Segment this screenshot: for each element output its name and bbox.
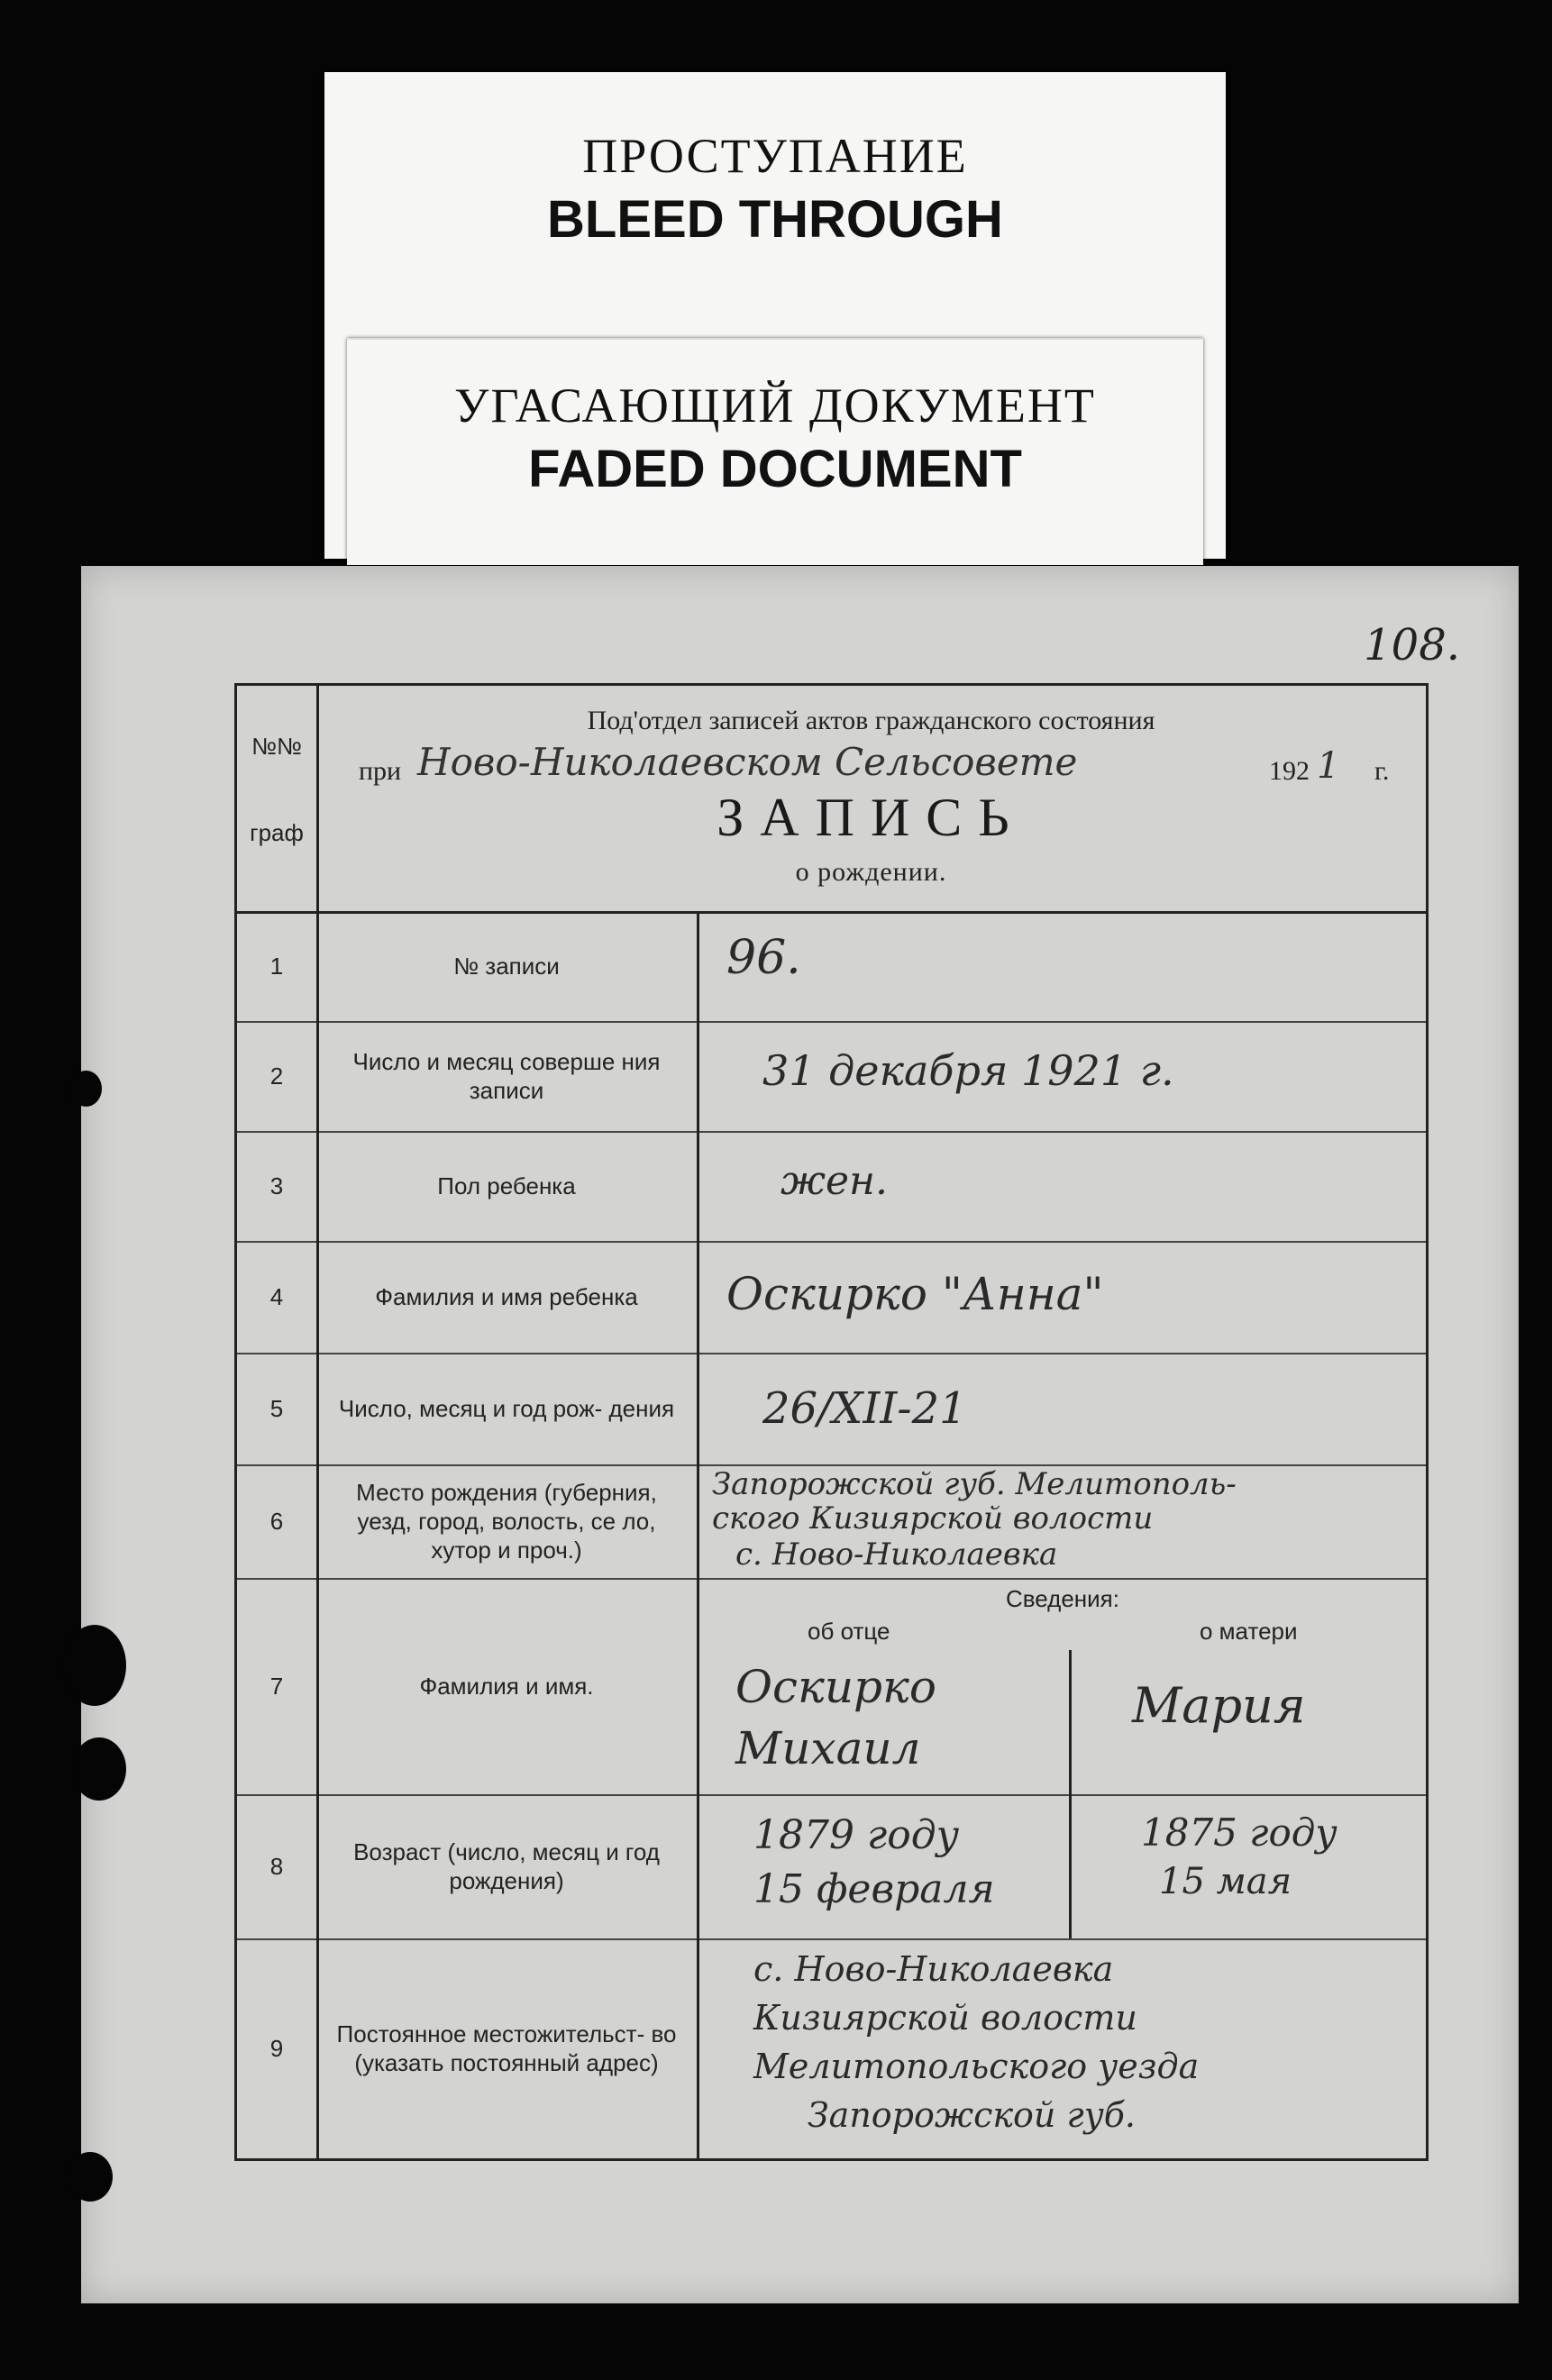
registry-office-line: Под'отдел записей актов гражданского состояния	[587, 706, 1155, 735]
row-number: 4	[237, 1241, 319, 1353]
row-value	[699, 1021, 1426, 1131]
faded-document-en: FADED DOCUMENT	[528, 440, 1022, 498]
father-surname-handwritten: Оскирко	[735, 1661, 937, 1713]
table-row	[237, 1464, 1426, 1580]
father-birth-year-handwritten: 1879 году	[753, 1812, 960, 1858]
table-row	[237, 1021, 1426, 1133]
row-label: Фамилия и имя ребенка	[316, 1241, 699, 1353]
mother-birth-day-handwritten: 15 мая	[1159, 1861, 1292, 1902]
year-suffix: г.	[1374, 756, 1390, 786]
form-title: ЗАПИСЬ	[717, 788, 1026, 847]
parent-divider	[1069, 1650, 1072, 1794]
row-value	[699, 1578, 1426, 1794]
table-row	[237, 911, 1426, 1023]
folio-number: 108.	[1364, 620, 1460, 670]
birth-place-line: ского Кизиярской волости	[712, 1500, 1154, 1537]
binding-hole	[70, 1071, 102, 1107]
year-prefix: 192	[1269, 756, 1310, 786]
birth-record-form	[234, 683, 1429, 2161]
father-name-handwritten: Михаил	[735, 1722, 921, 1774]
birth-place-line: с. Ново-Николаевка	[735, 1537, 1058, 1573]
row-number: 5	[237, 1353, 319, 1464]
row-value	[699, 1241, 1426, 1353]
bleed-through-ru: ПРОСТУПАНИЕ	[582, 129, 968, 183]
row-number: 2	[237, 1021, 319, 1131]
form-header	[237, 686, 1426, 914]
faded-document-notice	[347, 338, 1203, 565]
pri-label: при	[359, 756, 402, 786]
form-subtitle: о рождении.	[795, 857, 947, 887]
row-value	[699, 1131, 1426, 1241]
sex-handwritten: жен.	[781, 1158, 889, 1204]
table-row	[237, 1938, 1426, 2158]
row-number: 8	[237, 1794, 319, 1938]
row-value	[699, 1353, 1426, 1464]
row-label: Число, месяц и год рож- дения	[316, 1353, 699, 1464]
row-number: 7	[237, 1578, 319, 1794]
mother-birth-year-handwritten: 1875 году	[1141, 1810, 1337, 1855]
table-row	[237, 1794, 1426, 1940]
row-value	[699, 911, 1426, 1021]
parents-header	[699, 1578, 1426, 1650]
row-label: Число и месяц соверше ния записи	[316, 1021, 699, 1131]
table-row	[237, 1578, 1426, 1796]
table-row	[237, 1241, 1426, 1354]
residence-line: с. Ново-Николаевка	[753, 1949, 1114, 1989]
row-value	[699, 1794, 1426, 1938]
parent-divider	[1069, 1794, 1072, 1938]
record-number-handwritten: 96.	[726, 931, 801, 985]
row-number: 6	[237, 1464, 319, 1578]
father-column-label: об отце	[808, 1618, 890, 1645]
record-sheet	[81, 566, 1519, 2303]
residence-line: Кизиярской волости	[753, 1998, 1137, 2038]
mother-column-label: о матери	[1200, 1618, 1298, 1645]
row-label: Постоянное местожительст- во (указать постоянный адрес)	[316, 1938, 699, 2158]
row-number: 1	[237, 911, 319, 1021]
row-value	[699, 1938, 1426, 2158]
birth-place-line: Запорожской губ. Мелитополь-	[712, 1466, 1237, 1502]
row-label: Пол ребенка	[316, 1131, 699, 1241]
binding-hole	[72, 1737, 126, 1801]
svedeniya-label: Сведения:	[1005, 1585, 1119, 1612]
bleed-through-en: BLEED THROUGH	[547, 190, 1003, 249]
council-name-handwritten: Ново-Николаевском Сельсовете	[417, 740, 1078, 784]
row-label: Возраст (число, месяц и год рождения)	[316, 1794, 699, 1938]
row-number: 9	[237, 1938, 319, 2158]
row-label: Фамилия и имя.	[316, 1578, 699, 1794]
child-name-handwritten: Оскирко "Анна"	[726, 1268, 1104, 1320]
row-label: Место рождения (губерния, уезд, город, волость, се ло, хутор и проч.)	[316, 1464, 699, 1578]
faded-document-ru: УГАСАЮЩИЙ ДОКУМЕНТ	[454, 378, 1096, 433]
residence-line: Мелитопольского уезда	[753, 2047, 1200, 2086]
row-label: № записи	[316, 911, 699, 1021]
table-row	[237, 1353, 1426, 1466]
table-row	[237, 1131, 1426, 1243]
column-number-header: №№ граф	[237, 686, 319, 911]
father-birth-day-handwritten: 15 февраля	[753, 1866, 995, 1912]
year-handwritten: 1	[1317, 745, 1340, 787]
binding-hole	[68, 2152, 113, 2202]
birth-date-handwritten: 26/XII-21	[762, 1383, 967, 1434]
mother-name-handwritten: Мария	[1132, 1677, 1306, 1734]
row-number: 3	[237, 1131, 319, 1241]
residence-line: Запорожской губ.	[808, 2095, 1137, 2135]
binding-hole	[63, 1625, 126, 1706]
record-date-handwritten: 31 декабря 1921 г.	[762, 1046, 1174, 1095]
row-value	[699, 1464, 1426, 1578]
